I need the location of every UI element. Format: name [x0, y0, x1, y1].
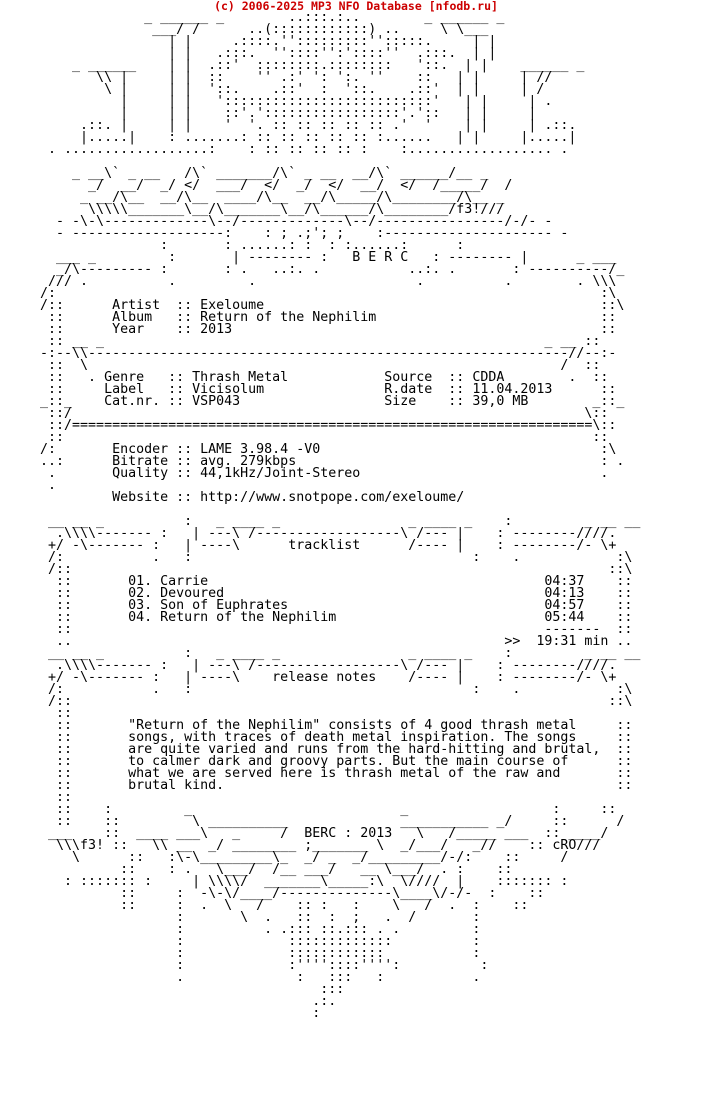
nfo-line: | | | ::'.':::::::::::::::::'.':: | | | [8, 106, 537, 121]
nfo-line: :: [8, 790, 73, 805]
nfo-line: :: 04. Return of the Nephilim 05:44 :: [8, 610, 633, 625]
nfo-line: /: . : : . :\ [8, 550, 633, 565]
nfo-line: .. >> 19:31 min .. [8, 634, 633, 649]
nfo-line: : :::::::::::: : [8, 946, 481, 961]
nfo-line: | | .::::.'':::::::::'':::::. | | [8, 34, 497, 49]
nfo-line: _ ______ _ ..:::.:.. _ ______ _ [8, 10, 505, 25]
nfo-line: :: Label :: Vicisolum R.date :: 11.04.2013 :: [8, 382, 617, 397]
nfo-line: ::/ \:: [8, 406, 609, 421]
nfo-line: /:: Artist :: Exeloume ::\ [8, 298, 625, 313]
nfo-line: :: __ _ _ __ :: [8, 334, 601, 349]
nfo-line: :: to calmer dark and groovy parts. But the main course of :: [8, 754, 633, 769]
nfo-line: |.....| : .......: :: :: :: :: :: :...... | | |.....| [8, 130, 577, 145]
nfo-line: :: "Return of the Nephilim" consists of 4 good thrash metal :: [8, 718, 633, 733]
nfo-line: : :''''::::'''': : [8, 958, 489, 973]
nfo-line: +/ -\------- : | ----\ release notes /---- | : --------/- \+ [8, 670, 617, 685]
nfo-line: :: songs, with traces of death metal inspiration. The songs :: [8, 730, 633, 745]
nfo-line: ..: Bitrate :: avg. 279kbps : . [8, 454, 625, 469]
nfo-line: /:: ::\ [8, 694, 633, 709]
nfo-line: :: :: \ __________ ___________ _/ :: / [8, 814, 625, 829]
nfo-line: _/ __/ _/ </ ___/ </ _/ </ __/ </ /_____/ / [8, 178, 513, 193]
nfo-line: - -\-\-------------\--/-------------\--/----------------/-/- - [8, 214, 553, 229]
nfo-line: /: :\ [8, 286, 617, 301]
nfo-line: :: : _ _ : :: [8, 802, 617, 817]
nfo-line: ___/ / ..(::::::::::::) .. \ \___ [8, 22, 489, 37]
nfo-line: _::_ Cat.nr. :: VSP043 Size :: 39,0 MB _::_ [8, 394, 625, 409]
nfo-line: . ..................: : :: :: :: :: : :.................. . [8, 142, 569, 157]
nfo-line: : [8, 1006, 321, 1021]
nfo-line: /:: ::\ [8, 562, 633, 577]
nfo-line: ::/=================================================================\:: [8, 418, 617, 433]
nfo-line: :: 02. Devoured 04:13 :: [8, 586, 633, 601]
nfo-line: /: . : : . :\ [8, 682, 633, 697]
nfo-line: \ :: :\-\_________\_ _/ _ _/_________/-/: :: / [8, 850, 569, 865]
nfo-line: ___ _ : | -------- : B E R C : -------- | _ ___ [8, 250, 617, 265]
nfo-line: \\\f3! :: \\ __ _/ ________ ;_______ \ _/___/ _// :: cRO/// [8, 838, 601, 853]
nfo-line: : : ......: : : :......: : [8, 238, 465, 253]
nfo-line: __ __ _ : _ ____ _ _ ____ _ : _ __ __ [8, 646, 641, 661]
nfo-line: .\\\\------- : | ---\ /------------------\ /--- | : --------////. [8, 526, 617, 541]
nfo-line: :: 03. Son of Euphrates 04:57 :: [8, 598, 633, 613]
nfo-line: /: Encoder :: LAME 3.98.4 -V0 :\ [8, 442, 617, 457]
nfo-line: - -------------------: : ; .;'; ; :--------------------- - [8, 226, 569, 241]
nfo-line: /// . . . . . . \\\ [8, 274, 617, 289]
nfo-line: . : ::: : . [8, 970, 481, 985]
nfo-line: : \ . :: : ; . / : [8, 910, 481, 925]
nfo-line: :: Year :: 2013 :: [8, 322, 617, 337]
nfo-ascii-art [0, 12, 712, 1020]
nfo-line: _ __\` _ __ /\` _______/\` _ __ __/\` ______/__ _ [8, 166, 489, 181]
nfo-line: :: brutal kind. :: [8, 778, 633, 793]
nfo-line: :: are quite varied and runs from the hard-hitting and brutal, :: [8, 742, 633, 757]
nfo-line: ::: [8, 982, 345, 997]
nfo-line: :: Album :: Return of the Nephilim :: [8, 310, 617, 325]
nfo-line: .\\\\------- : | ---\ /------------------\ /--- | : --------////. [8, 658, 617, 673]
nfo-line: .::. | | | ' '. :: :: :: :: :: .' ' | | | .::. [8, 118, 577, 133]
nfo-line: _ ______ | | .::' ::::::::.:::::::: '::. | | ______ _ [8, 58, 585, 73]
nfo-line: _/\--------- : : . ..:. . ..:. . : ----------/_ [8, 262, 625, 277]
nfo-line: | | .:::. ''::::'':'::::'' .:::. | | [8, 46, 497, 61]
nfo-line: :: 01. Carrie 04:37 :: [8, 574, 633, 589]
nfo-line: \\ | | | :: '' .:' ': ':. '' :: | | | // [8, 70, 553, 85]
nfo-line: _ __/\__ __/\__ ____/\__ __/\_____/\________/\__ _ [8, 190, 505, 205]
site-header[interactable]: (c) 2006-2025 MP3 NFO Database [nfodb.ru] [214, 0, 498, 13]
nfo-line: ___ :: ____ ___\ _ / BERC : 2013 \ /_____ ___ :: ____/ [8, 826, 609, 841]
nfo-line: -:--\\------------------------------------------------------------//--:- [8, 346, 617, 361]
nfo-line: \\\\\_______\__/\_______\__/\______/\________/f3!/// [8, 202, 505, 217]
nfo-line: :: ------- :: [8, 622, 633, 637]
nfo-line: : . .::: ::.::: . . : [8, 922, 481, 937]
nfo-line: :: . Genre :: Thrash Metal Source :: CDDA . :: [8, 370, 609, 385]
nfo-line: : ::::::: : | \\\\/ _______\_____:\ \//// | ::::::: : [8, 874, 569, 889]
nfo-line: :: :: [8, 430, 609, 445]
nfo-line: __ __ _ : _ ____ _ _ ____ _ : _ __ __ [8, 514, 641, 529]
nfo-line: :: : -\-\/____/--------------\____\/-/- : :: [8, 886, 545, 901]
nfo-line: . Quality :: 44,1kHz/Joint-Stereo . [8, 466, 609, 481]
nfo-line: +/ -\------- : | ----\ tracklist /---- | : --------/- \+ [8, 538, 617, 553]
nfo-line: :: [8, 706, 73, 721]
nfo-line: :: : . \___/ /__ ___/ __ \___/ . : :: [8, 862, 513, 877]
nfo-line: | | | '::::::::::::::::::::::::::' | | | . [8, 94, 553, 109]
nfo-line: .:. [8, 994, 337, 1009]
nfo-line: : ::::::::::::: : [8, 934, 481, 949]
nfo-line: :: \ / :: [8, 358, 601, 373]
nfo-line: . [8, 478, 57, 493]
nfo-line: \ | | | '::. .::' : '::. .::' | | | / [8, 82, 545, 97]
nfo-line: Website :: http://www.snotpope.com/exeloume/ [8, 490, 465, 505]
nfo-line: :: : . \ / :: : : \ / . : :: [8, 898, 529, 913]
nfo-line: :: what we are served here is thrash metal of the raw and :: [8, 766, 633, 781]
